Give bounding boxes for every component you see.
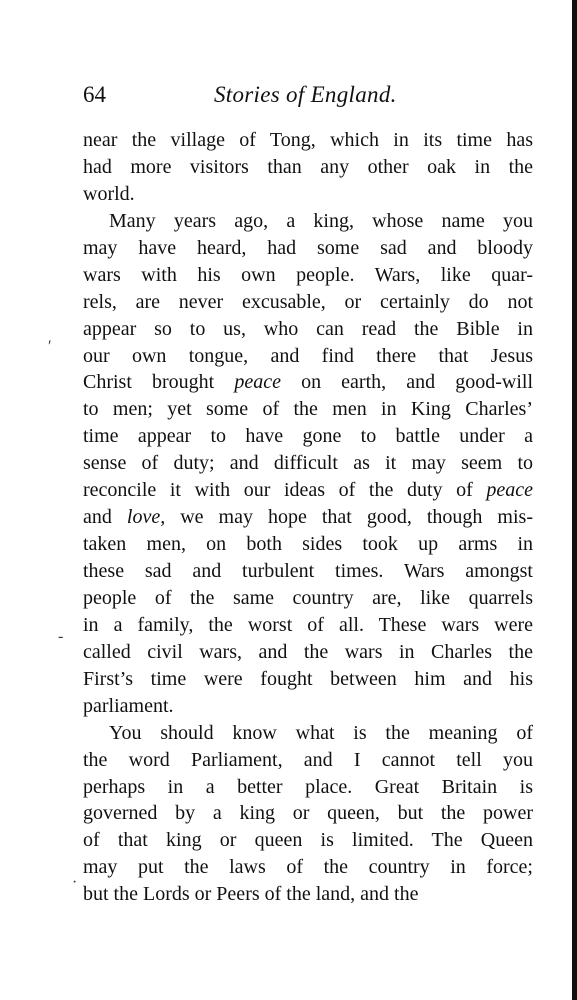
text-line (83, 774, 533, 801)
text-segment: Many years ago, a king, whose name you (109, 209, 533, 232)
text-segment: governed by a king or queen, but the power (83, 802, 533, 825)
text-segment: parliament. (83, 694, 174, 717)
text-segment: called civil wars, and the wars in Charles the (83, 640, 533, 663)
text-segment: but the Lords or Peers of the land, and the (83, 883, 419, 906)
text-line (83, 881, 533, 908)
text-line (83, 585, 533, 612)
text-segment: near the village of Tong, which in its time has (83, 129, 533, 151)
text-segment: Christ brought (83, 371, 235, 394)
text-segment: appear so to us, who can read the Bible in (83, 317, 533, 340)
text-segment: You should know what is the meaning of (109, 721, 533, 744)
text-segment: we may hope that good, though mis- (165, 506, 533, 529)
text-line (83, 854, 533, 881)
text-segment: perhaps in a better place. Great Britain is (83, 775, 533, 798)
text-line (83, 612, 533, 639)
text-segment: may put the laws of the country in force; (83, 856, 533, 879)
text-line (83, 450, 533, 477)
text-line (83, 477, 533, 504)
text-segment: had more visitors than any other oak in the (83, 155, 533, 178)
margin-mark: · (72, 874, 78, 891)
text-segment: our own tongue, and find there that Jesus (83, 344, 533, 367)
text-segment: time appear to have gone to battle under a (83, 425, 533, 448)
text-line (83, 666, 533, 693)
text-segment: of that king or queen is limited. The Queen (83, 829, 533, 852)
text-segment: on earth, and good-will (280, 371, 533, 394)
text-segment: in a family, the worst of all. These wars were (83, 613, 533, 636)
text-line (83, 639, 533, 666)
text-line (83, 316, 533, 343)
text-line (83, 827, 533, 854)
text-line (83, 531, 533, 558)
text-segment: these sad and turbulent times. Wars amongst (83, 560, 533, 582)
text-line (83, 262, 533, 289)
page-edge-shadow (572, 0, 577, 1000)
text-line (83, 235, 533, 262)
text-segment: the word Parliament, and I cannot tell you (83, 748, 533, 771)
margin-mark: ′ (48, 338, 52, 355)
text-segment: world. (83, 182, 135, 205)
text-segment: to men; yet some of the men in King Charles’ (83, 398, 533, 421)
text-line (83, 343, 533, 370)
italic-text: peace (486, 479, 533, 502)
text-line (83, 181, 533, 208)
text-line (83, 504, 533, 531)
text-segment: rels, are never excusable, or certainly do not (83, 290, 533, 313)
page-number: 64 (83, 82, 106, 107)
text-line (83, 208, 533, 235)
text-segment: reconcile it with our ideas of the duty of (83, 479, 487, 502)
running-title: Stories of England. (214, 82, 397, 107)
text-line (83, 720, 533, 747)
text-segment: taken men, on both sides took up arms in (83, 533, 533, 556)
text-line (83, 747, 533, 774)
text-segment: wars with his own people. Wars, like quar- (83, 263, 533, 286)
italic-text: peace (234, 371, 281, 394)
text-line (83, 127, 533, 154)
text-line (83, 423, 533, 450)
text-line (83, 558, 533, 585)
body-text (83, 127, 533, 908)
text-line (83, 693, 533, 720)
text-line (83, 369, 533, 396)
text-line (83, 154, 533, 181)
text-segment: sense of duty; and difficult as it may seem to (83, 452, 533, 475)
page-header (83, 82, 533, 112)
text-segment: may have heard, had some sad and bloody (83, 236, 533, 259)
italic-text: love, (126, 506, 166, 529)
margin-mark: - (58, 628, 64, 645)
text-line (83, 800, 533, 827)
text-line (83, 289, 533, 316)
text-segment: First’s time were fought between him and his (83, 667, 533, 690)
text-line (83, 396, 533, 423)
text-segment: and (83, 506, 127, 529)
text-segment: people of the same country are, like quarrels (83, 586, 533, 609)
